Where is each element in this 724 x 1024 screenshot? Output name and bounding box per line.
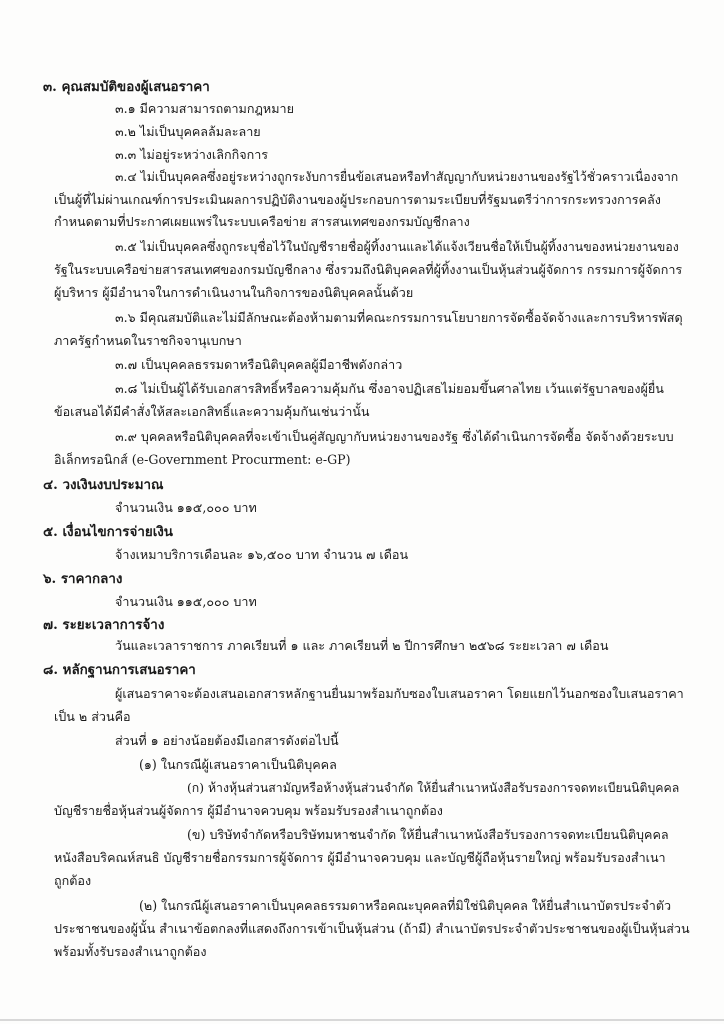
section-3-9-line1: ๓.๙ บุคคลหรือนิติบุคคลที่จะเข้าเป็นคู่สัญญากับหน่วยงานของรัฐ ซึ่งได้ดำเนินการจัดซื้อ จัดจ้างด้วยระบบ — [115, 429, 674, 444]
section-5-body: จ้างเหมาบริการเดือนละ ๑๖,๕๐๐ บาท จำนวน ๗ เดือน — [115, 547, 409, 562]
section-6-heading: ๖. ราคากลาง — [43, 571, 123, 587]
section-7-body: วันและเวลาราชการ ภาคเรียนที่ ๑ และ ภาคเรียนที่ ๒ ปีการศึกษา ๒๕๖๘ ระยะเวลา ๗ เดือน — [115, 638, 609, 653]
section-8-kha-line3: ถูกต้อง — [54, 873, 92, 888]
section-8-case1: (๑) ในกรณีผู้เสนอราคาเป็นนิติบุคคล — [139, 757, 337, 772]
section-8-ka-line1: (ก) ห้างหุ้นส่วนสามัญหรือห้างหุ้นส่วนจำกัด ให้ยื่นสำเนาหนังสือรับรองการจดทะเบียนนิติบุคคล — [187, 781, 680, 795]
section-8-kha-line1: (ข) บริษัทจำกัดหรือบริษัทมหาชนจำกัด ให้ยื่นสำเนาหนังสือรับรองการจดทะเบียนนิติบุคคล — [187, 827, 669, 842]
section-3-8-line2: ข้อเสนอได้มีคำสั่งให้สละเอกสิทธิ์และความคุ้มกันเช่นว่านั้น — [54, 404, 370, 419]
section-3-9-line2: อิเล็กทรอนิกส์ (e-Government Procurment: e-GP) — [54, 452, 351, 467]
section-8-ka-line2: บัญชีรายชื่อหุ้นส่วนผู้จัดการ ผู้มีอำนาจควบคุม พร้อมรับรองสำเนาถูกต้อง — [54, 803, 443, 818]
section-3-8-line1: ๓.๘ ไม่เป็นผู้ได้รับเอกสารสิทธิ์หรือความคุ้มกัน ซึ่งอาจปฏิเสธไม่ยอมขึ้นศาลไทย เว้นแต่รัฐบาลของผู้ยื่น — [115, 381, 664, 396]
section-3-5-line3: ผู้บริหาร ผู้มีอำนาจในการดำเนินงานในกิจการของนิติบุคคลนั้นด้วย — [54, 285, 414, 300]
section-6-body: จำนวนเงิน ๑๑๕,๐๐๐ บาท — [115, 594, 257, 609]
section-4-body: จำนวนเงิน ๑๑๕,๐๐๐ บาท — [115, 500, 257, 515]
section-8-para1-line1: ผู้เสนอราคาจะต้องเสนอเอกสารหลักฐานยื่นมาพร้อมกับซองใบเสนอราคา โดยแยกไว้นอกซองใบเสนอราคา — [115, 686, 684, 701]
section-3-3: ๓.๓ ไม่อยู่ระหว่างเลิกกิจการ — [115, 147, 269, 162]
section-3-6-line1: ๓.๖ มีคุณสมบัติและไม่มีลักษณะต้องห้ามตามที่คณะกรรมการนโยบายการจัดซื้อจัดจ้างและการบริหารพัสดุ — [115, 310, 683, 325]
section-8-part1: ส่วนที่ ๑ อย่างน้อยต้องมีเอกสารดังต่อไปนี้ — [115, 733, 339, 748]
section-8-case2-line1: (๒) ในกรณีผู้เสนอราคาเป็นบุคคลธรรมดาหรือคณะบุคคลที่มิใช่นิติบุคคล ให้ยื่นสำเนาบัตรประจำตัว — [139, 898, 672, 913]
section-8-case2-line3: พร้อมทั้งรับรองสำเนาถูกต้อง — [54, 944, 207, 959]
section-7-heading: ๗. ระยะเวลาการจ้าง — [43, 617, 165, 633]
section-3-5-line2: รัฐในระบบเครือข่ายสารสนเทศของกรมบัญชีกลาง ซึ่งรวมถึงนิติบุคคลที่ผู้ทิ้งงานเป็นหุ้นส่วนผู้จัดการ กรรมการผู้จัดการ — [54, 262, 683, 277]
section-3-4-line1: ๓.๔ ไม่เป็นบุคคลซึ่งอยู่ระหว่างถูกระงับการยื่นข้อเสนอหรือทำสัญญากับหน่วยงานของรัฐไว้ชั่วคราวเนื่องจาก — [115, 170, 679, 184]
section-3-6-line2: ภาครัฐกำหนดในราชกิจจานุเบกษา — [54, 333, 242, 348]
section-3-2: ๓.๒ ไม่เป็นบุคคลล้มละลาย — [115, 124, 261, 139]
section-3-4-line3: กำหนดตามที่ประกาศเผยแพร่ในระบบเครือข่าย สารสนเทศของกรมบัญชีกลาง — [54, 214, 470, 229]
section-8-case2-line2: ประชาชนของผู้นั้น สำเนาข้อตกลงที่แสดงถึงการเข้าเป็นหุ้นส่วน (ถ้ามี) สำเนาบัตรประจำตัวประชาชนของผู้เป็นหุ้นส่วน — [54, 921, 690, 936]
section-8-kha-line2: หนังสือบริคณห์สนธิ บัญชีรายชื่อกรรมการผู้จัดการ ผู้มีอำนาจควบคุม และบัญชีผู้ถือหุ้นรายใหญ่ พร้อมรับรองสำเนา — [54, 850, 666, 865]
section-3-1: ๓.๑ มีความสามารถตามกฎหมาย — [115, 101, 294, 116]
section-3-4-line2: เป็นผู้ที่ไม่ผ่านเกณฑ์การประเมินผลการปฏิบัติงานของผู้ประกอบการตามระเบียบที่รัฐมนตรีว่าการกระทรวงการคลัง — [54, 192, 661, 207]
section-4-heading: ๔. วงเงินงบประมาณ — [43, 477, 164, 493]
section-8-heading: ๘. หลักฐานการเสนอราคา — [43, 662, 196, 678]
section-3-5-line1: ๓.๕ ไม่เป็นบุคคลซึ่งถูกระบุชื่อไว้ในบัญชีรายชื่อผู้ทิ้งงานและได้แจ้งเวียนชื่อให้เป็นผู้ทิ้งงานของหน่วยงานของ — [115, 240, 679, 254]
section-3-7: ๓.๗ เป็นบุคคลธรรมดาหรือนิติบุคคลผู้มีอาชีพดังกล่าว — [115, 357, 403, 372]
section-3-heading: ๓. คุณสมบัติของผู้เสนอราคา — [43, 79, 210, 95]
scan-edge-divider — [0, 1019, 724, 1021]
section-8-para1-line2: เป็น ๒ ส่วนคือ — [54, 709, 131, 724]
section-5-heading: ๕. เงื่อนไขการจ่ายเงิน — [43, 524, 173, 540]
